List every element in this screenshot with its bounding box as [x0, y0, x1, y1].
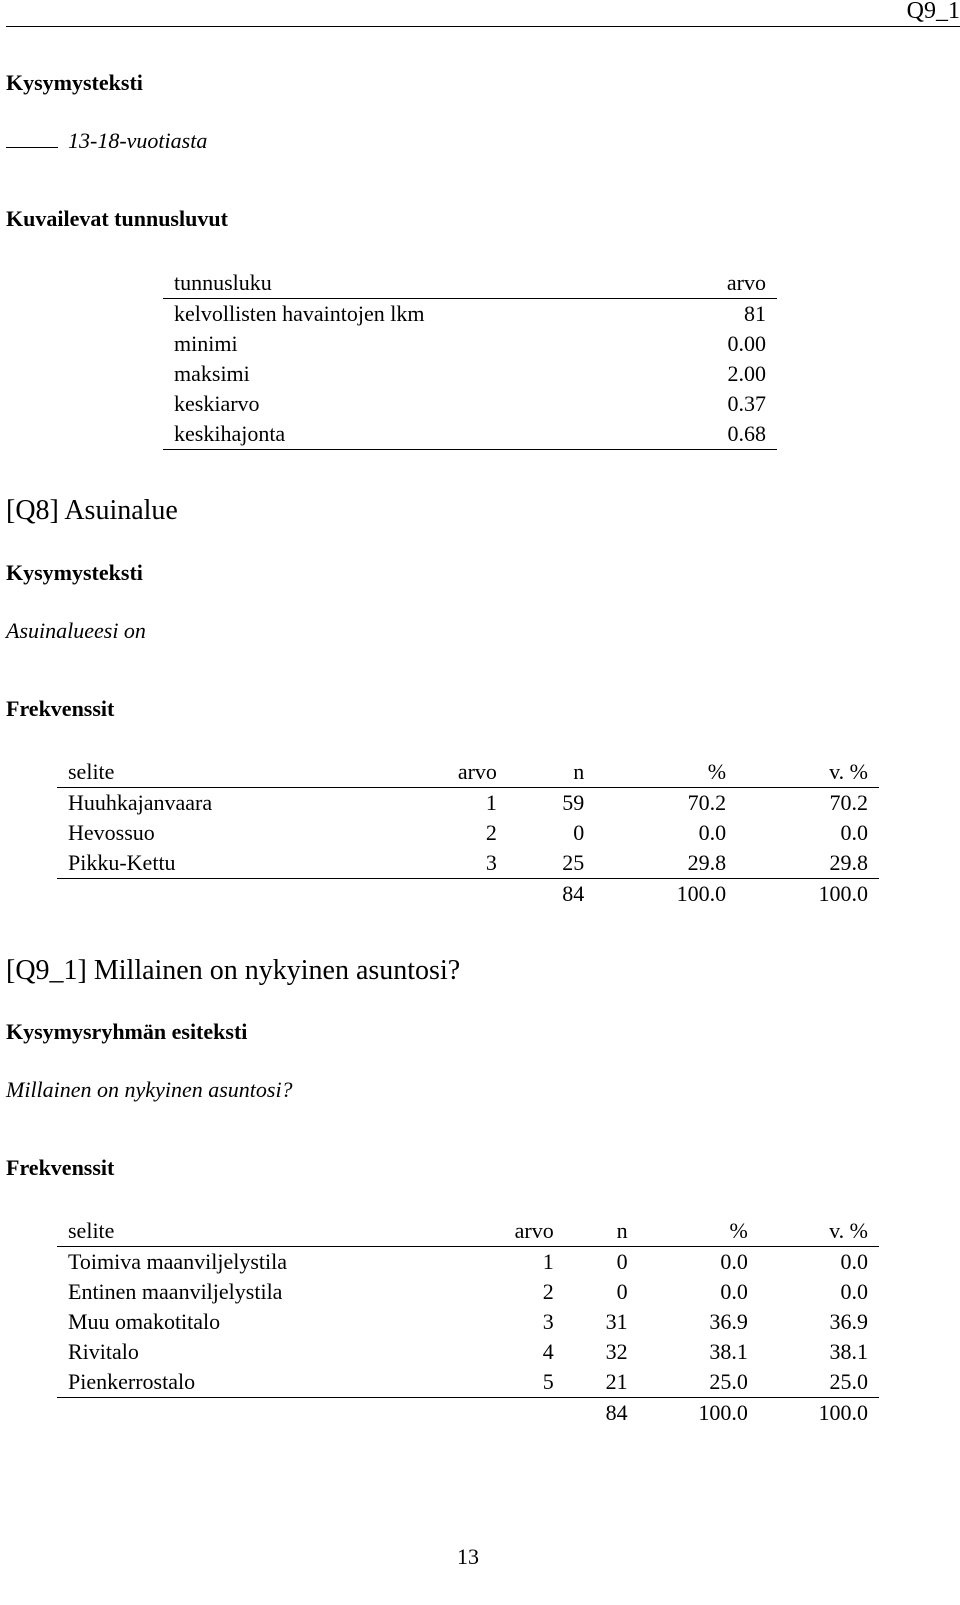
stats-heading: Kuvailevat tunnusluvut	[6, 206, 228, 231]
stats-table	[163, 268, 777, 450]
cell-vpct: 25.0	[759, 1367, 879, 1398]
cell-n: 59	[562, 790, 585, 815]
cell-n: 21	[565, 1367, 639, 1398]
cell-pct: 29.8	[595, 848, 737, 879]
col-arvo: arvo	[387, 757, 508, 788]
col-arvo: arvo	[462, 1216, 565, 1247]
cell-vpct: 0.0	[840, 820, 868, 845]
cell-pct: 0.0	[698, 820, 727, 845]
col-vpct: v. %	[759, 1216, 879, 1247]
question-text-q8: Asuinalueesi on	[6, 618, 146, 643]
col-pct: %	[639, 1216, 759, 1247]
stat-label: maksimi	[174, 361, 250, 386]
cell-selite: Entinen maanviljelystila	[68, 1279, 283, 1304]
table-row	[57, 1337, 879, 1367]
stat-label: kelvollisten havaintojen lkm	[174, 301, 425, 326]
col-selite: selite	[57, 757, 387, 788]
total-vpct: 100.0	[818, 881, 868, 906]
total-n: 84	[605, 1400, 628, 1425]
cell-pct: 0.0	[720, 1279, 748, 1304]
col-n: n	[565, 1216, 639, 1247]
page-header-label: Q9_1	[906, 0, 960, 24]
cell-selite: Pikku-Kettu	[57, 848, 387, 879]
cell-arvo: 2	[542, 1279, 554, 1304]
cell-n: 0	[616, 1249, 628, 1274]
freq-table-q8	[57, 757, 879, 909]
stat-value: 2.00	[727, 361, 766, 386]
table-row	[57, 818, 879, 848]
col-n: n	[508, 757, 595, 788]
stat-value: 0.37	[727, 391, 766, 416]
stat-label: keskihajonta	[163, 419, 665, 450]
freq-table-q9-1	[57, 1216, 879, 1428]
group-text-q9-1: Millainen on nykyinen asuntosi?	[6, 1077, 293, 1102]
col-selite: selite	[57, 1216, 462, 1247]
cell-n: 0	[616, 1279, 628, 1304]
total-pct: 100.0	[676, 881, 727, 906]
question-heading-q8: Kysymysteksti	[6, 560, 143, 585]
cell-arvo: 2	[485, 820, 497, 845]
cell-n: 32	[605, 1339, 628, 1364]
question-heading: Kysymysteksti	[6, 70, 143, 95]
table-row	[57, 1307, 879, 1337]
cell-selite: Toimiva maanviljelystila	[68, 1249, 288, 1274]
table-row	[163, 299, 777, 330]
cell-n: 31	[605, 1309, 628, 1334]
cell-n: 25	[508, 848, 595, 879]
cell-selite: Pienkerrostalo	[57, 1367, 462, 1398]
cell-arvo: 3	[542, 1309, 554, 1334]
cell-vpct: 36.9	[829, 1309, 868, 1334]
cell-pct: 0.0	[720, 1249, 748, 1274]
question-text	[6, 128, 207, 154]
table-row	[163, 359, 777, 389]
cell-vpct: 0.0	[840, 1279, 868, 1304]
question-text-value: 13-18-vuotiasta	[68, 128, 208, 153]
table-row	[163, 329, 777, 359]
col-pct: %	[595, 757, 737, 788]
total-pct: 100.0	[698, 1400, 748, 1425]
cell-arvo: 3	[387, 848, 508, 879]
table-row	[57, 1367, 879, 1398]
cell-selite: Hevossuo	[68, 820, 155, 845]
fill-in-blank	[6, 129, 58, 148]
cell-arvo: 4	[542, 1339, 554, 1364]
table-row	[163, 389, 777, 419]
stat-value: 0.68	[665, 419, 777, 450]
stat-value: 0.00	[727, 331, 766, 356]
stat-label: minimi	[174, 331, 238, 356]
total-vpct: 100.0	[818, 1400, 868, 1425]
section-title-q9-1: [Q9_1] Millainen on nykyinen asuntosi?	[6, 955, 461, 986]
cell-vpct: 29.8	[737, 848, 879, 879]
total-row	[57, 879, 879, 910]
table-row	[57, 1247, 879, 1278]
stat-value: 81	[744, 301, 766, 326]
cell-vpct: 0.0	[840, 1249, 868, 1274]
section-title-q8: [Q8] Asuinalue	[6, 495, 178, 526]
table-row	[57, 788, 879, 819]
freq-heading-q9-1: Frekvenssit	[6, 1155, 115, 1180]
cell-vpct: 70.2	[829, 790, 868, 815]
cell-selite: Muu omakotitalo	[68, 1309, 221, 1334]
cell-pct: 25.0	[639, 1367, 759, 1398]
cell-pct: 38.1	[709, 1339, 748, 1364]
total-n: 84	[562, 881, 585, 906]
group-heading-q9-1: Kysymysryhmän esiteksti	[6, 1019, 248, 1044]
stats-col-label: tunnusluku	[163, 268, 665, 299]
stats-col-value: arvo	[665, 268, 777, 299]
cell-selite: Rivitalo	[68, 1339, 139, 1364]
cell-arvo: 1	[485, 790, 497, 815]
cell-pct: 70.2	[687, 790, 727, 815]
table-row	[57, 848, 879, 879]
cell-vpct: 38.1	[829, 1339, 868, 1364]
cell-n: 0	[573, 820, 585, 845]
cell-selite: Huuhkajanvaara	[68, 790, 213, 815]
table-row	[163, 419, 777, 450]
cell-arvo: 5	[462, 1367, 565, 1398]
cell-pct: 36.9	[709, 1309, 748, 1334]
table-row	[57, 1277, 879, 1307]
cell-arvo: 1	[542, 1249, 554, 1274]
page-number: 13	[457, 1544, 479, 1569]
col-vpct: v. %	[737, 757, 879, 788]
stat-label: keskiarvo	[174, 391, 260, 416]
header-rule	[6, 26, 960, 27]
freq-heading-q8: Frekvenssit	[6, 696, 115, 721]
total-row	[57, 1398, 879, 1429]
